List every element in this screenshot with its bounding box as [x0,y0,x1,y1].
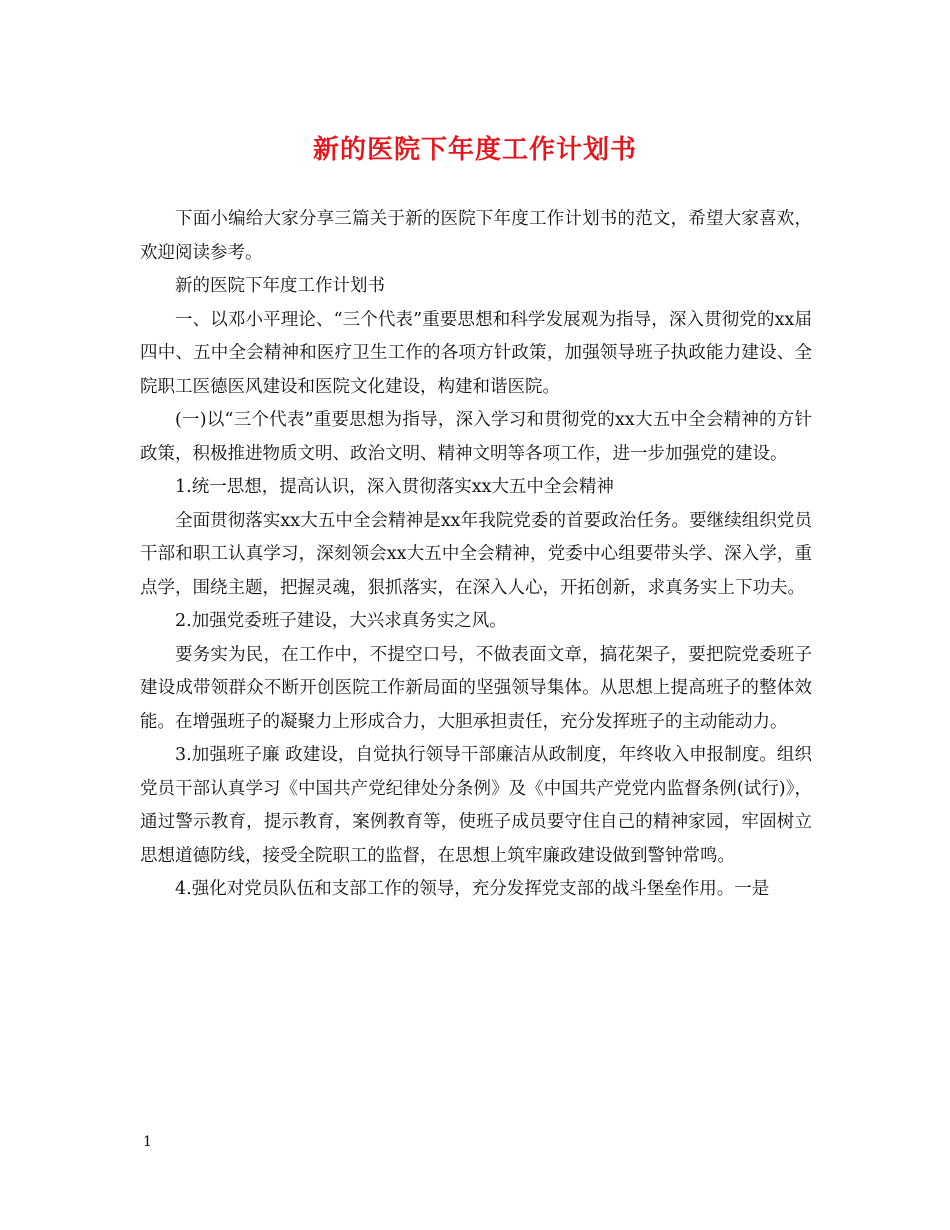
paragraph: 一、以邓小平理论、“三个代表”重要思想和科学发展观为指导，深入贯彻党的xx届四中、五中全会精神和医疗卫生工作的各项方针政策，加强领导班子执政能力建设、全院职工医德医风建设和医院文化建设，构建和谐医院。 [140,309,812,397]
paragraph: (一)以“三个代表”重要思想为指导，深入学习和贯彻党的xx大五中全会精神的方针政策，积极推进物质文明、政治文明、精神文明等各项工作，进一步加强党的建设。 [140,410,812,464]
paragraph: 2.加强党委班子建设，大兴求真务实之风。 [175,611,507,631]
page-number: 1 [143,1134,152,1150]
paragraph: 新的医院下年度工作计划书 [175,276,385,296]
document-title: 新的医院下年度工作计划书 [312,135,637,165]
paragraph: 下面小编给大家分享三篇关于新的医院下年度工作计划书的范文，希望大家喜欢，欢迎阅读参考。 [140,209,812,263]
paragraph: 1.统一思想，提高认识，深入贯彻落实xx大五中全会精神 [175,477,614,497]
paragraph: 全面贯彻落实xx大五中全会精神是xx年我院党委的首要政治任务。要继续组织党员干部和职工认真学习，深刻领会xx大五中全会精神，党委中心组要带头学、深入学，重点学，围绕主题，把握灵魂，狠抓落实，在深入人心，开拓创新，求真务实上下功夫。 [140,510,812,598]
paragraph: 4.强化对党员队伍和支部工作的领导，充分发挥党支部的战斗堡垒作用。一是 [175,879,770,899]
document-body [140,203,812,907]
paragraph: 3.加强班子廉 政建设，自觉执行领导干部廉洁从政制度，年终收入申报制度。组织党员干部认真学习《中国共产党纪律处分条例》及《中国共产党党内监督条例(试行)》，通过警示教育，提示教育，案例教育等，使班子成员要守住自己的精神家园，牢固树立思想道德防线，接受全院职工的监督，在思想上筑牢廉政建设做到警钟常鸣。 [140,745,812,866]
paragraph: 要务实为民，在工作中，不提空口号，不做表面文章，搞花架子，要把院党委班子建设成带领群众不断开创医院工作新局面的坚强领导集体。从思想上提高班子的整体效能。在增强班子的凝聚力上形成合力，大胆承担责任，充分发挥班子的主动能动力。 [140,644,812,732]
